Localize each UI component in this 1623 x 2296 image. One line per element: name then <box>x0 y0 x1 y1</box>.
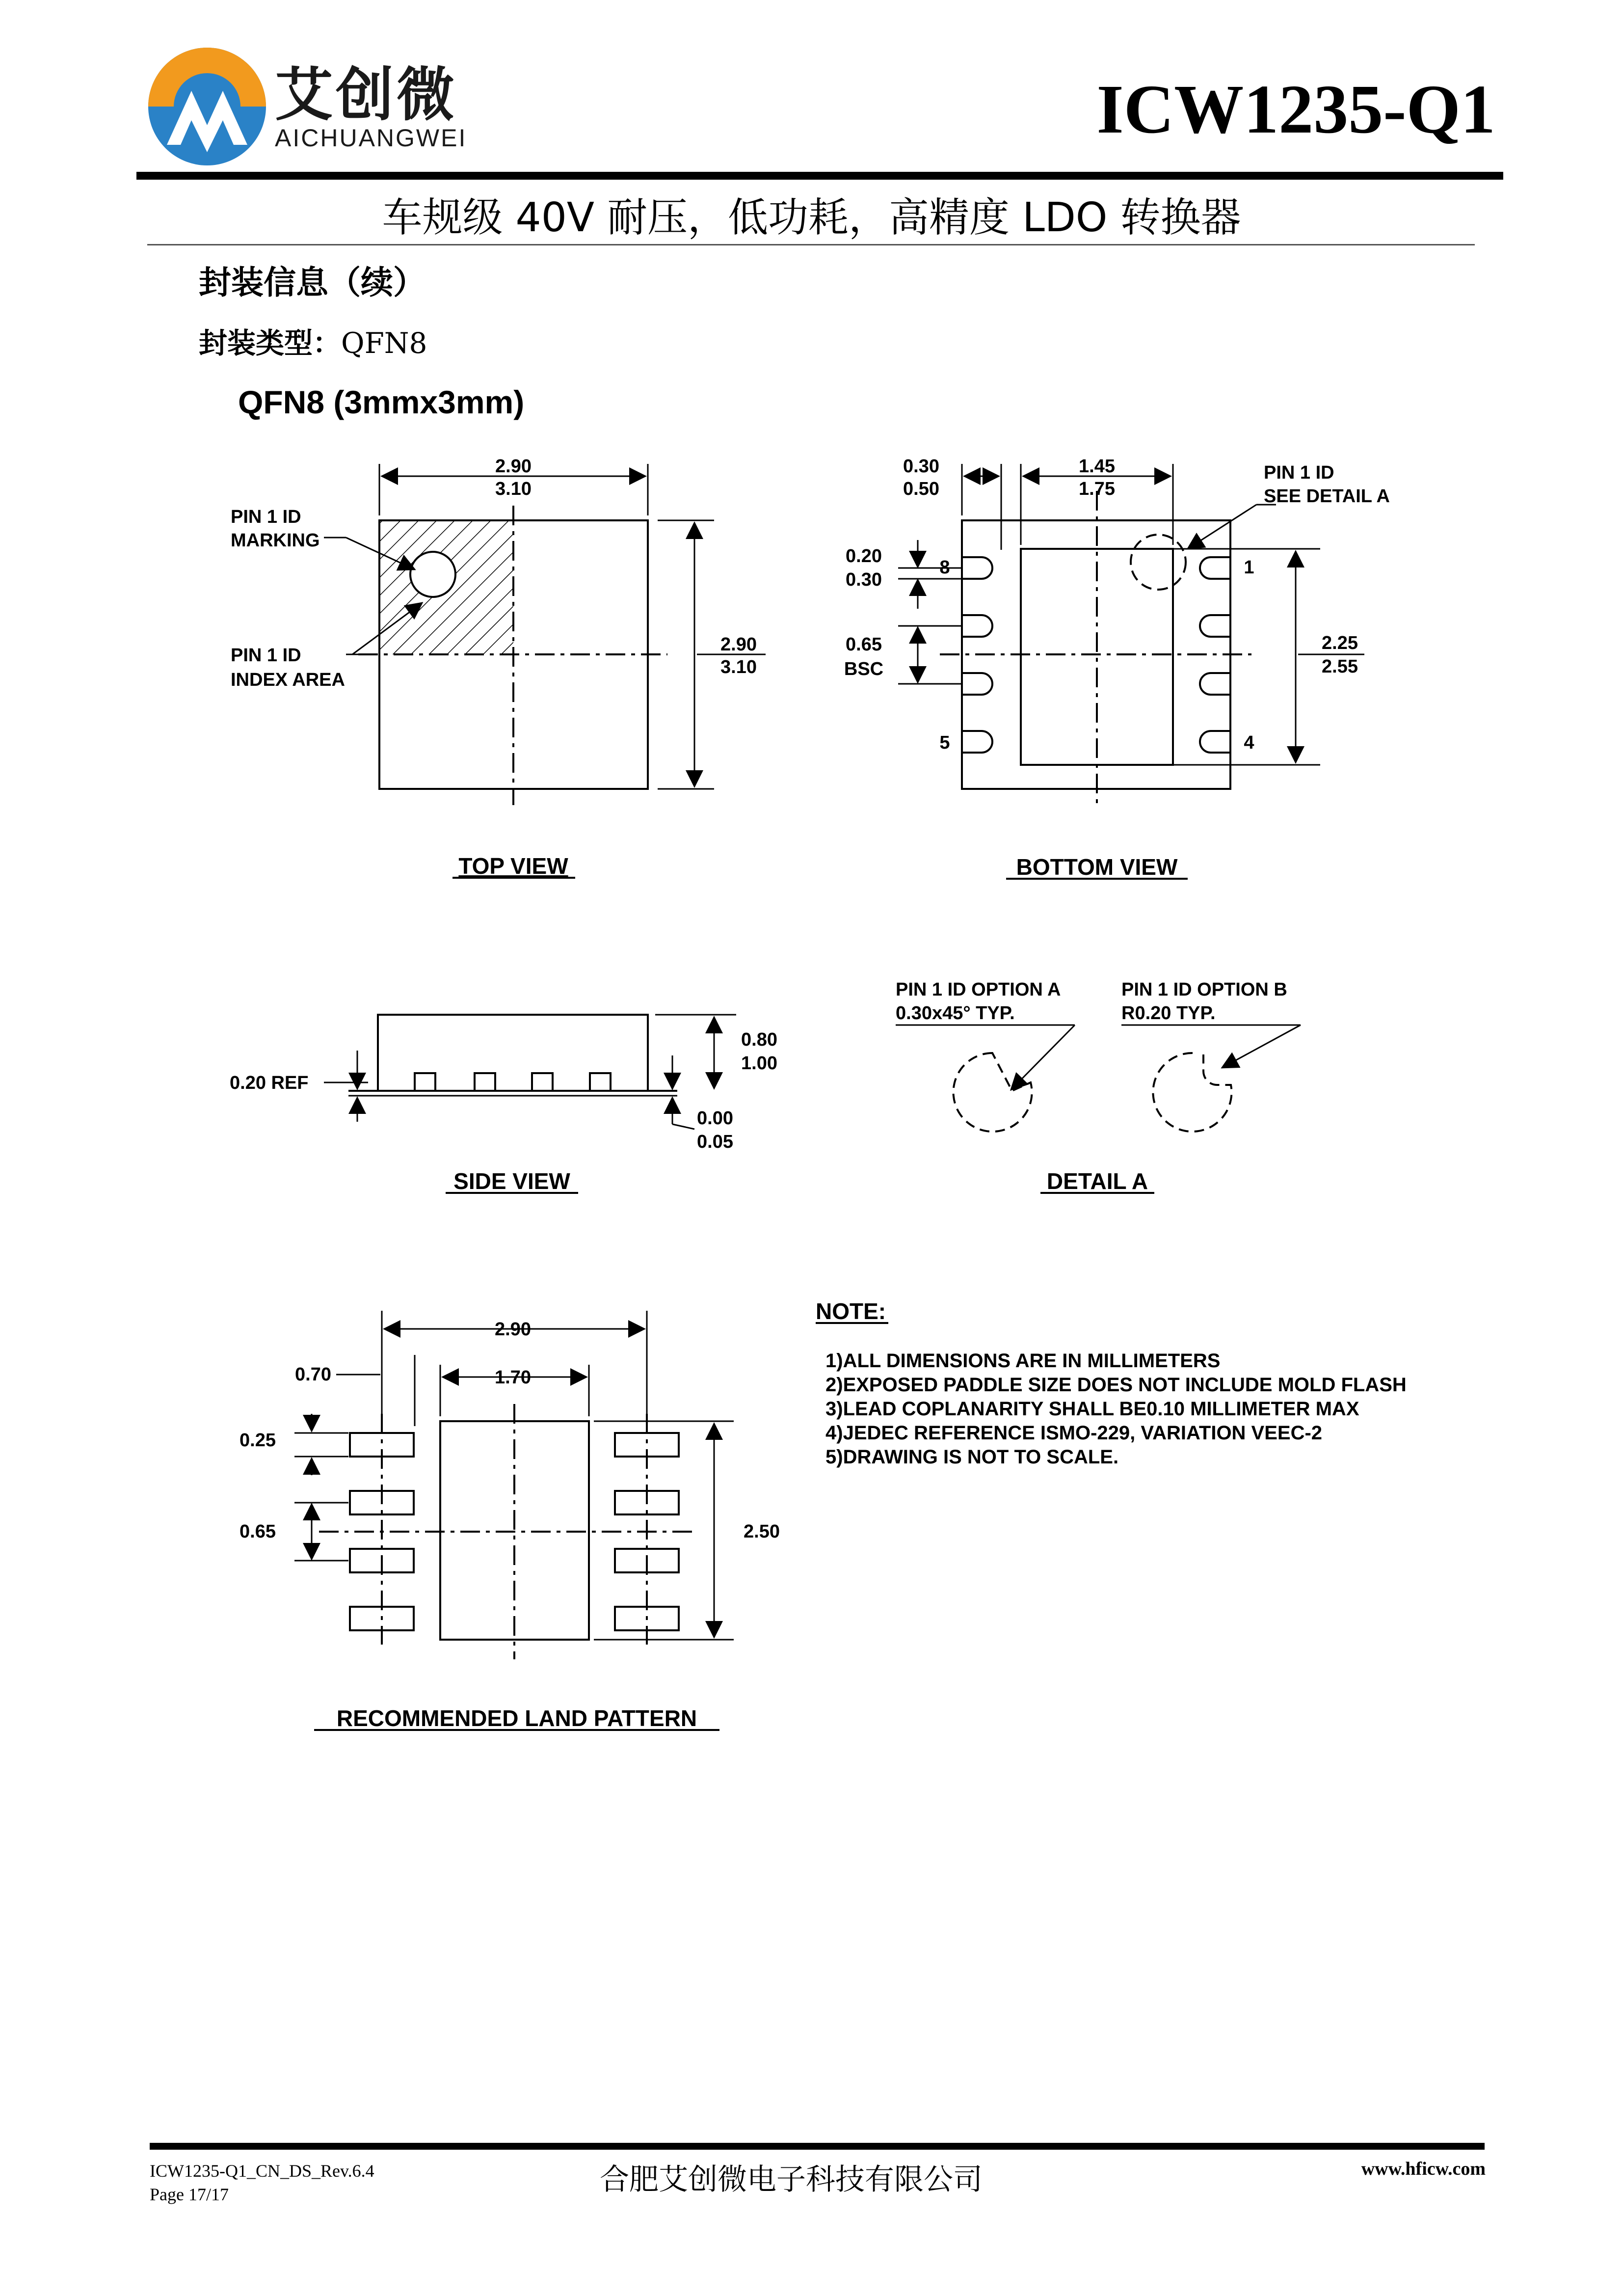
note-item-3: 3)LEAD COPLANARITY SHALL BE0.10 MILLIMETER MAX <box>825 1398 1359 1420</box>
pin1-index-label-1: PIN 1 ID <box>231 645 301 666</box>
brand-name-cn: 艾创微 <box>275 61 458 129</box>
side-h-max: 1.00 <box>741 1053 777 1074</box>
brand-name-en: AICHUANGWEI <box>275 124 467 152</box>
part-number: ICW1235-Q1 <box>1096 70 1495 148</box>
land-pattern <box>294 1311 734 1659</box>
detail-a <box>896 1025 1301 1132</box>
lead-pin-1 <box>1200 557 1230 579</box>
bottom-edge-max: 0.50 <box>903 479 939 499</box>
bottom-view-caption: BOTTOM VIEW <box>1016 854 1178 880</box>
note-item-2: 2)EXPOSED PADDLE SIZE DOES NOT INCLUDE MOLD FLASH <box>825 1374 1407 1396</box>
land-span: 2.90 <box>495 1319 531 1340</box>
pin-8-label: 8 <box>939 557 950 578</box>
bottom-padh-max: 2.55 <box>1322 656 1358 677</box>
footer-company: 合肥艾创微电子科技有限公司 <box>600 2162 983 2197</box>
side-view-caption: SIDE VIEW <box>453 1168 570 1194</box>
bottom-padw-max: 1.75 <box>1079 479 1115 499</box>
bottom-padh-min: 2.25 <box>1322 633 1358 653</box>
option-b-label-1: PIN 1 ID OPTION B <box>1121 979 1287 1000</box>
option-a-chamfer-shape <box>954 1053 1032 1132</box>
side-view <box>324 1015 736 1129</box>
note-item-1: 1)ALL DIMENSIONS ARE IN MILLIMETERS <box>825 1350 1221 1372</box>
package-type-value: QFN8 <box>341 326 427 360</box>
lead-pin-6 <box>962 673 992 695</box>
option-b-label-2: R0.20 TYP. <box>1121 1003 1216 1024</box>
detail-a-caption: DETAIL A <box>1046 1168 1148 1194</box>
bottom-view <box>898 464 1364 805</box>
side-lead-2 <box>475 1073 495 1091</box>
pin-5-label: 5 <box>939 732 950 753</box>
section-title: 封装信息（续） <box>199 263 426 301</box>
top-height-max: 3.10 <box>720 657 757 677</box>
land-pad-w: 0.25 <box>239 1430 276 1451</box>
bottom-leadw-max: 0.30 <box>846 569 882 590</box>
note-item-5: 5)DRAWING IS NOT TO SCALE. <box>825 1446 1119 1468</box>
footer-doc-info <box>150 2159 374 2206</box>
top-view-caption: TOP VIEW <box>458 853 568 879</box>
option-b-radius-shape <box>1153 1053 1231 1132</box>
side-s-min: 0.00 <box>697 1108 733 1129</box>
lead-pin-3 <box>1200 673 1230 695</box>
bottom-leadw-min: 0.20 <box>846 546 882 567</box>
pin-4-label: 4 <box>1244 732 1254 753</box>
document-subtitle: 车规级 40V 耐压，低功耗，高精度 LDO 转换器 <box>382 194 1241 241</box>
bottom-edge-min: 0.30 <box>903 456 939 477</box>
side-lead-1 <box>415 1073 435 1091</box>
pin-1-label: 1 <box>1244 557 1254 578</box>
footer-url: www.hficw.com <box>1361 2159 1486 2179</box>
drawing-title: QFN8 (3mmx3mm) <box>238 384 525 420</box>
pin1-index-label-2: INDEX AREA <box>231 670 345 690</box>
land-pattern-caption: RECOMMENDED LAND PATTERN <box>336 1705 697 1731</box>
top-view <box>324 464 766 805</box>
option-a-label-1: PIN 1 ID OPTION A <box>896 979 1061 1000</box>
footer-rule <box>150 2143 1485 2150</box>
land-center-h: 2.50 <box>744 1521 780 1542</box>
land-pitch: 0.65 <box>239 1521 276 1542</box>
package-type-label: 封装类型： <box>199 326 342 360</box>
bottom-padw-min: 1.45 <box>1079 456 1115 477</box>
side-ref: 0.20 REF <box>230 1073 309 1093</box>
pin1-detail-circle <box>1131 535 1186 590</box>
pin1-marking-label-2: MARKING <box>231 530 320 551</box>
note-item-4: 4)JEDEC REFERENCE ISMO-229, VARIATION VEEC-2 <box>825 1422 1323 1444</box>
lead-pin-8 <box>962 557 992 579</box>
lead-pin-7 <box>962 615 992 637</box>
footer-page: Page 17/17 <box>150 2185 229 2204</box>
side-lead-3 <box>532 1073 553 1091</box>
land-pad-len: 0.70 <box>295 1364 331 1385</box>
lead-pin-4 <box>1200 731 1230 753</box>
pin1-marking-label-1: PIN 1 ID <box>231 507 301 527</box>
bottom-pitch-note: BSC <box>844 659 884 679</box>
side-lead-4 <box>590 1073 611 1091</box>
side-s-max: 0.05 <box>697 1132 733 1152</box>
lead-pin-2 <box>1200 615 1230 637</box>
pin1-marking-dot <box>410 552 455 597</box>
pin1-note-2: SEE DETAIL A <box>1264 486 1390 507</box>
top-width-min: 2.90 <box>495 456 532 477</box>
side-h-min: 0.80 <box>741 1029 777 1050</box>
pin1-note-1: PIN 1 ID <box>1264 462 1334 483</box>
land-center-w: 1.70 <box>495 1367 531 1388</box>
lead-pin-5 <box>962 731 992 753</box>
top-width-max: 3.10 <box>495 479 532 499</box>
footer-doc-id: ICW1235-Q1_CN_DS_Rev.6.4 <box>150 2161 374 2181</box>
notes-title: NOTE: <box>816 1298 886 1324</box>
bottom-pitch: 0.65 <box>846 634 882 655</box>
top-height-min: 2.90 <box>720 634 757 655</box>
option-a-label-2: 0.30x45° TYP. <box>896 1003 1015 1024</box>
